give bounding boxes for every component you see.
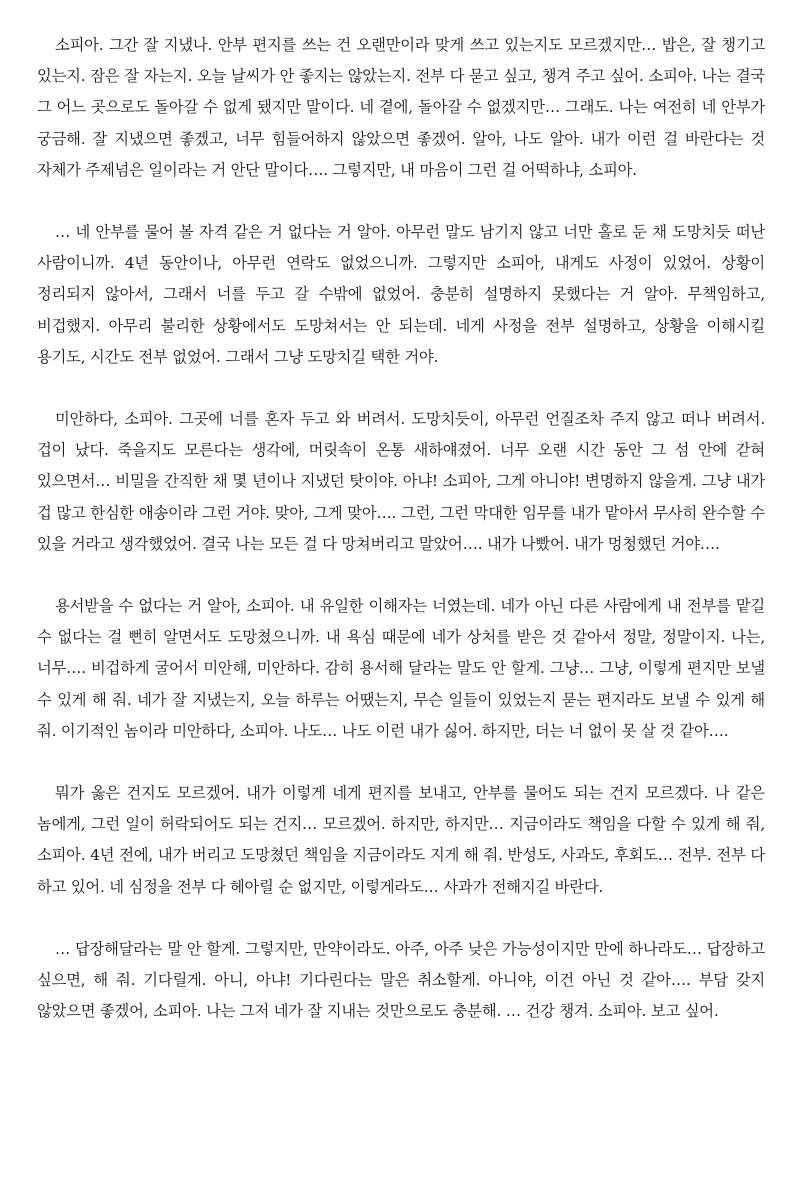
letter-body (37, 30, 765, 1027)
paragraph-5: 뭐가 옳은 건지도 모르겠어. 내가 이렇게 네게 편지를 보내고, 안부를 물어도 되는 건지 모르겠다. 나 같은 놈에게, 그런 일이 허락되어도 되는 건지… 모르겠어. 하지만, 하지만… 지금이라도 책임을 다할 수 있게 해 줘, 소피아. 4년 전에, 내가 버리고 도망쳤던 책임을 지금이라도 지게 해 줘. 반성도, 사과도, 후회도… 전부. 전부 다 하고 있어. 네 심정을 전부 다 헤아릴 순 없지만, 이렇게라도… 사과가 전해지길 바란다. (37, 784, 765, 896)
paragraph-6: … 답장해달라는 말 안 할게. 그렇지만, 만약이라도. 아주, 아주 낮은 가능성이지만 만에 하나라도… 답장하고 싶으면, 해 줘. 기다릴게. 아니, 아냐! 기다린다는 말은 취소할게. 아니야, 이건 아닌 것 같아…. 부담 갖지 않았으면 좋겠어, 소피아. 나는 그저 네가 잘 지내는 것만으로도 충분해. … 건강 챙겨. 소피아. 보고 싶어. (37, 939, 765, 1021)
paragraph-1: 소피아. 그간 잘 지냈나. 안부 편지를 쓰는 건 오랜만이라 맞게 쓰고 있는지도 모르겠지만… 밥은, 잘 챙기고 있는지. 잠은 잘 자는지. 오늘 날씨가 안 좋지는 않았는지. 전부 다 묻고 싶고, 챙겨 주고 싶어. 소피아. 나는 결국 그 어느 곳으로도 돌아갈 수 없게 됐지만 말이다. 네 곁에, 돌아갈 수 없겠지만… 그래도. 나는 여전히 네 안부가 궁금해. 잘 지냈으면 좋겠고, 너무 힘들어하지 않았으면 좋겠어. 알아, 나도 알아. 내가 이런 걸 바란다는 것 자체가 주제넘은 일이라는 거 안단 말이다…. 그렇지만, 내 마음이 그런 걸 어떡하냐, 소피아. (37, 36, 765, 179)
paragraph-4: 용서받을 수 없다는 거 알아, 소피아. 내 유일한 이해자는 너였는데. 네가 아닌 다른 사람에게 내 전부를 맡길 수 없다는 걸 뻔히 알면서도 도망쳤으니까. 내 욕심 때문에 네가 상처를 받은 것 같아서 정말, 정말이지. 나는, 너무…. 비겁하게 굴어서 미안해, 미안하다. 감히 용서해 달라는 말도 안 할게. 그냥… 그냥, 이렇게 편지만 보낼 수 있게 해 줘. 네가 잘 지냈는지, 오늘 하루는 어땠는지, 무슨 일들이 있었는지 묻는 편지라도 보낼 수 있게 해 줘. 이기적인 놈이라 미안하다, 소피아. 나도… 나도 이런 내가 싫어. 하지만, 더는 너 없이 못 살 것 같아…. (37, 597, 765, 740)
paragraph-2: … 네 안부를 물어 볼 자격 같은 거 없다는 거 알아. 아무런 말도 남기지 않고 너만 홀로 둔 채 도망치듯 떠난 사람이니까. 4년 동안이나, 아무런 연락도 없었으니까. 그렇지만 소피아, 내게도 사정이 있었어. 상황이 정리되지 않아서, 그래서 너를 두고 갈 수밖에 없었어. 충분히 설명하지 못했다는 거 알아. 무책임하고, 비겁했지. 아무리 불리한 상황에서도 도망쳐서는 안 되는데. 네게 사정을 전부 설명하고, 상황을 이해시킬 용기도, 시간도 전부 없었어. 그래서 그냥 도망치길 택한 거야. (37, 223, 765, 366)
paragraph-3: 미안하다, 소피아. 그곳에 너를 혼자 두고 와 버려서. 도망치듯이, 아무런 언질조차 주지 않고 떠나 버려서. 겁이 났다. 죽을지도 모른다는 생각에, 머릿속이 온통 새하얘졌어. 너무 오랜 시간 동안 그 섬 안에 갇혀 있으면서… 비밀을 간직한 채 몇 년이나 지냈던 탓이야. 아냐! 소피아, 그게 아니야! 변명하지 않을게. 그냥 내가 겁 많고 한심한 애송이라 그런 거야. 맞아, 그게 맞아…. 그런, 그런 막대한 임무를 내가 맡아서 무사히 완수할 수 있을 거라고 생각했었어. 결국 나는 모든 걸 다 망쳐버리고 말았어…. 내가 나빴어. 내가 멍청했던 거야…. (37, 410, 765, 553)
